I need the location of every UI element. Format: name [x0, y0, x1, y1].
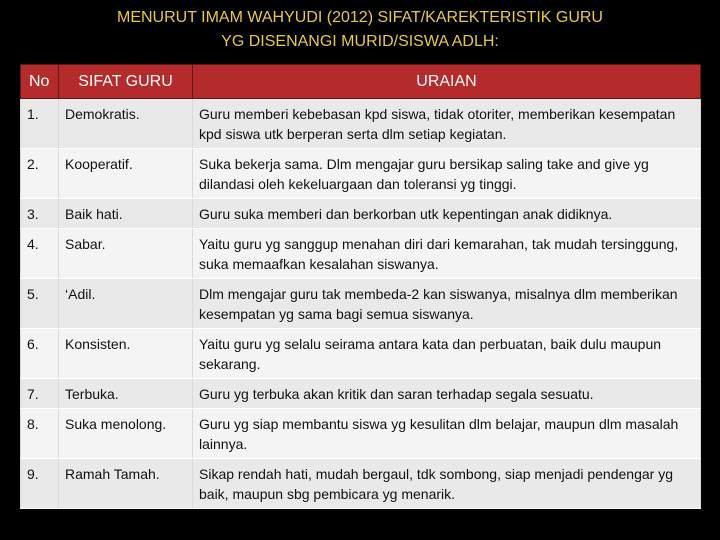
table-row [21, 199, 701, 229]
row-number: 9. [21, 459, 59, 509]
table-row [21, 99, 701, 149]
trait-name: Suka menolong. [59, 409, 193, 459]
slide-title-line-1: MENURUT IMAM WAHYUDI (2012) SIFAT/KAREKTERISTIK GURU [117, 9, 603, 26]
trait-description: Sikap rendah hati, mudah bergaul, tdk sombong, siap menjadi pendengar yg baik, maupun sbg pembicara yg menarik. [193, 459, 701, 509]
table-row [21, 329, 701, 379]
trait-name: ‘Adil. [59, 279, 193, 329]
trait-name: Konsisten. [59, 329, 193, 379]
trait-description: Guru memberi kebebasan kpd siswa, tidak otoriter, memberikan kesempatan kpd siswa utk berperan serta dlm setiap kegiatan. [193, 99, 701, 149]
trait-name: Sabar. [59, 229, 193, 279]
row-number: 5. [21, 279, 59, 329]
table-row [21, 409, 701, 459]
table-row [21, 149, 701, 199]
trait-name: Baik hati. [59, 199, 193, 229]
row-number: 4. [21, 229, 59, 279]
trait-description: Yaitu guru yg sanggup menahan diri dari kemarahan, tak mudah tersinggung, suka memaafkan kesalahan siswanya. [193, 229, 701, 279]
trait-description: Dlm mengajar guru tak membeda-2 kan siswanya, misalnya dlm memberikan kesempatan yg sama bagi semua siswanya. [193, 279, 701, 329]
header-sifat-guru: SIFAT GURU [59, 65, 193, 99]
trait-name: Terbuka. [59, 379, 193, 409]
table-row [21, 229, 701, 279]
header-no: No [21, 65, 59, 99]
table-row [21, 459, 701, 509]
row-number: 1. [21, 99, 59, 149]
trait-name: Kooperatif. [59, 149, 193, 199]
header-uraian: URAIAN [193, 65, 701, 99]
table-row [21, 379, 701, 409]
row-number: 6. [21, 329, 59, 379]
trait-description: Guru yg terbuka akan kritik dan saran terhadap segala sesuatu. [193, 379, 701, 409]
slide-title-line-2: YG DISENANGI MURID/SISWA ADLH: [221, 33, 499, 50]
teacher-traits-table [20, 64, 701, 509]
trait-description: Suka bekerja sama. Dlm mengajar guru bersikap saling take and give yg dilandasi oleh kekeluargaan dan toleransi yg tinggi. [193, 149, 701, 199]
trait-name: Demokratis. [59, 99, 193, 149]
table-header-row [21, 65, 701, 99]
row-number: 8. [21, 409, 59, 459]
row-number: 2. [21, 149, 59, 199]
trait-description: Guru yg siap membantu siswa yg kesulitan dlm belajar, maupun dlm masalah lainnya. [193, 409, 701, 459]
trait-description: Guru suka memberi dan berkorban utk kepentingan anak didiknya. [193, 199, 701, 229]
table-row [21, 279, 701, 329]
row-number: 7. [21, 379, 59, 409]
row-number: 3. [21, 199, 59, 229]
trait-name: Ramah Tamah. [59, 459, 193, 509]
trait-description: Yaitu guru yg selalu seirama antara kata dan perbuatan, baik dulu maupun sekarang. [193, 329, 701, 379]
slide-title [0, 6, 720, 54]
